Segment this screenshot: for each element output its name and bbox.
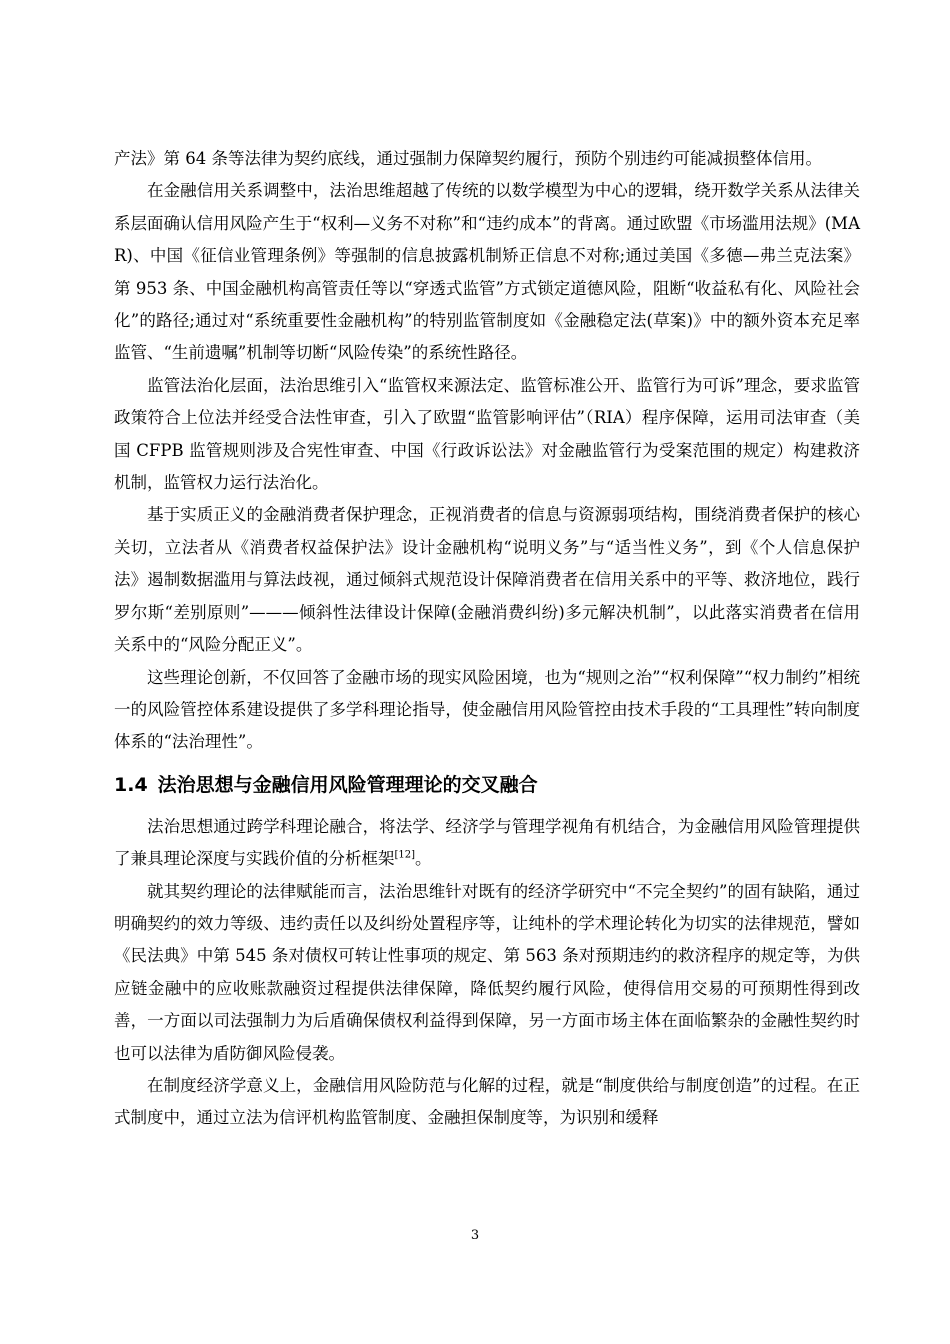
section-number: 1.4 <box>114 773 148 796</box>
page-number: 3 <box>470 1228 480 1243</box>
paragraph-section-intro <box>114 811 860 876</box>
citation-reference: [12] <box>394 849 416 861</box>
document-page <box>114 143 860 1135</box>
section-title: 法治思想与金融信用风险管理理论的交叉融合 <box>157 773 538 796</box>
paragraph-institutional-economics: 在制度经济学意义上，金融信用风险防范与化解的过程，就是“制度供给与制度创造”的过程。在正式制度中，通过立法为信评机构监管制度、金融担保制度等，为识别和缓释 <box>114 1075 860 1128</box>
paragraph-contract-theory: 就其契约理论的法律赋能而言，法治思维针对既有的经济学研究中“不完全契约”的固有缺陷，通过明确契约的效力等级、违约责任以及纠纷处置程序等，让纯朴的学术理论转化为切实的法律规范，譬如《民法典》中第 545 条对债权可转让性事项的规定、第 563 条对预期违约的救济程序的规定等，为供应链金融中的应收账款融资过程提供法律保障，降低契约履行风险，使得信用交易的可预期性得到改善，一方面以司法强制力为后盾确保债权利益得到保障，另一方面市场主体在面临繁杂的金融性契约时也可以法律为盾防御风险侵袭。 <box>114 881 860 1063</box>
paragraph-consumer-protection: 基于实质正义的金融消费者保护理念，正视消费者的信息与资源弱项结构，围绕消费者保护的核心关切，立法者从《消费者权益保护法》设计金融机构“说明义务”与“适当性义务”，到《个人信息保护法》遏制数据滥用与算法歧视，通过倾斜式规范设计保障消费者在信用关系中的平等、救济地位，践行罗尔斯“差别原则”———倾斜性法律设计保障(金融消费纠纷)多元解决机制”，以此落实消费者在信用关系中的“风险分配正义”。 <box>114 505 860 655</box>
paragraph-regulatory-rule-of-law: 监管法治化层面，法治思维引入“监管权来源法定、监管标准公开、监管行为可诉”理念，要求监管政策符合上位法并经受合法性审查，引入了欧盟“监管影响评估”（RIA）程序保障，运用司法审查（美国 CFPB 监管规则涉及合宪性审查、中国《行政诉讼法》对金融监管行为受案范围的规定）构建救济机制，监管权力运行法治化。 <box>114 375 860 493</box>
paragraph-continued: 产法》第 64 条等法律为契约底线，通过强制力保障契约履行，预防个别违约可能减损整体信用。 <box>114 149 822 168</box>
section-heading <box>114 767 860 803</box>
paragraph-credit-relations: 在金融信用关系调整中，法治思维超越了传统的以数学模型为中心的逻辑，绕开数学关系从法律关系层面确认信用风险产生于“权利—义务不对称”和“违约成本”的背离。通过欧盟《市场滥用法规》(MAR)、中国《征信业管理条例》等强制的信息披露机制矫正信息不对称;通过美国《多德—弗兰克法案》第 953 条、中国金融机构高管责任等以“穿透式监管”方式锁定道德风险，阻断“收益私有化、风险社会化”的路径;通过对“系统重要性金融机构”的特别监管制度如《金融稳定法(草案)》中的额外资本充足率监管、“生前遗嘱”机制等切断“风险传染”的系统性路径。 <box>114 181 860 363</box>
paragraph-theory-innovation: 这些理论创新，不仅回答了金融市场的现实风险困境，也为“规则之治”“权利保障”“权力制约”相统一的风险管控体系建设提供了多学科理论指导，使金融信用风险管控由技术手段的“工具理性”转向制度体系的“法治理性”。 <box>114 667 860 752</box>
section-intro-text: 法治思想通过跨学科理论融合，将法学、经济学与管理学视角有机结合，为金融信用风险管理提供了兼具理论深度与实践价值的分析框架 <box>114 816 860 869</box>
section-intro-tail: 。 <box>415 849 432 869</box>
